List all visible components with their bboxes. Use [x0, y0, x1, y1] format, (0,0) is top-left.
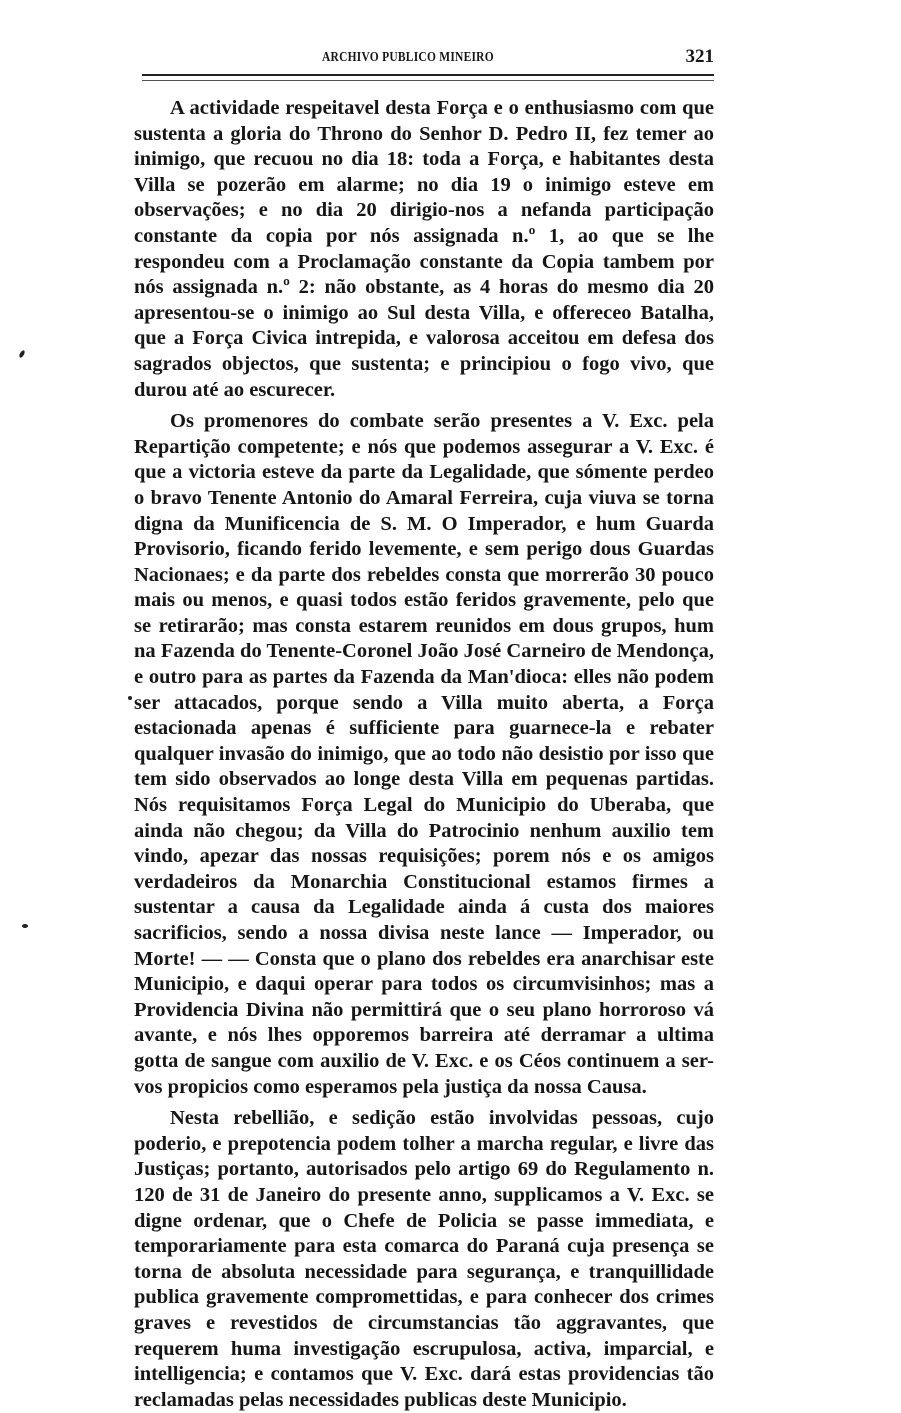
ink-speck: [128, 696, 132, 700]
header-rule: [142, 74, 714, 81]
paragraph-1: A actividade respeitavel desta Força e o enthusiasmo com que sustenta a gloria do Throno do Senhor D. Pedro II, fez temer ao inimigo, que recuou no dia 18: toda a Força, e habitantes desta Villa se pozerão em alarme; no dia 19 o inimigo esteve em observações; e no dia 20 dirigio-nos a nefanda participação constante da copia por nós assignada n.º 1, ao que se lhe respondeu com a Proclamação constante da Copia tambem por nós assignada n.º 2: não obstante, as 4 horas do mesmo dia 20 apresentou-se o inimigo ao Sul desta Villa, e offereceo Batalha, que a Força Civica intrepida, e valorosa acceitou em defesa dos sagrados objectos, que sustenta; e principiou o fogo vivo, que durou até ao escurecer.: [134, 97, 714, 401]
running-title: ARCHIVO PUBLICO MINEIRO: [322, 50, 494, 65]
ink-speck: [22, 924, 28, 928]
ink-speck: [18, 350, 25, 359]
page-number: 321: [685, 46, 714, 67]
paragraph-3: Nesta rebellião, e sedição estão involvidas pessoas, cujo poderio, e prepotencia podem tolher a marcha regular, e livre das Justiças; portanto, autorisados pelo artigo 69 do Regulamento n. 120 de 31 de Janeiro do presente anno, supplicamos a V. Exc. se digne ordenar, que o Chefe de Policia se passe immediata, e temporariamente para esta comarca do Paraná cuja presença se torna de absoluta necessidade para segurança, e tranquillidade publica gravemente compromettidas, e para conhecer dos crimes graves e revestidos de circumstancias tão aggravantes, que requerem huma investigação escrupulosa, activa, imparcial, e intelligencia; e contamos que V. Exc. dará estas providencias tão reclamadas pelas necessidades publicas deste Municipio.: [134, 1107, 714, 1411]
paragraph-2: Os promenores do combate serão presentes a V. Exc. pela Repartição competente; e nós que podemos assegurar a V. Exc. é que a victoria esteve da parte da Legalidade, que sómente perdeo o bravo Tenente Antonio do Amaral Ferreira, cuja viuva se torna digna da Munificencia de S. M. O Imperador, e hum Guarda Provisorio, ficando ferido levemente, e sem perigo dous Guardas Nacionaes; e da parte dos rebeldes consta que morrerão 30 pouco mais ou menos, e quasi todos estão feridos gravemente, pelo que se retirarão; mas consta estarem reunidos em dous grupos, hum na Fazenda do Tenente-Coronel João José Carneiro de Mendonça, e outro para as partes da Fazenda da Man'dioca: elles não podem ser attacados, porque sendo a Villa muito aberta, a Força estacionada apenas é sufficiente para guarnece-la e rebater qualquer invasão do inimigo, que ao todo não desistio por isso que tem sido observados ao longe desta Villa em pequenas partidas. Nós requisitamos Força Legal do Municipio do Uberaba, que ainda não chegou; da Villa do Patrocinio nenhum auxilio tem vindo, apezar das nossas requisições; porem nós e os amigos verdadeiros da Monarchia Constitucional estamos firmes a sustentar a causa da Legalidade ainda á custa dos maiores sacrificios, sendo a nossa divisa neste lance — Imperador, ou Morte! — — Consta que o plano dos rebeldes era anarchisar este Municipio, e daqui operar para todos os circumvisinhos; mas a Providencia Divina não permittirá que o seu plano horroroso vá avante, e nós lhes opporemos barreira até derramar a ultima gotta de sangue com auxilio de V. Exc. e os Céos continuem a ser-vos propicios como esperamos pela justiça da nossa Causa.: [134, 410, 714, 1098]
body-text: [134, 96, 714, 1413]
page-header: [142, 46, 714, 76]
